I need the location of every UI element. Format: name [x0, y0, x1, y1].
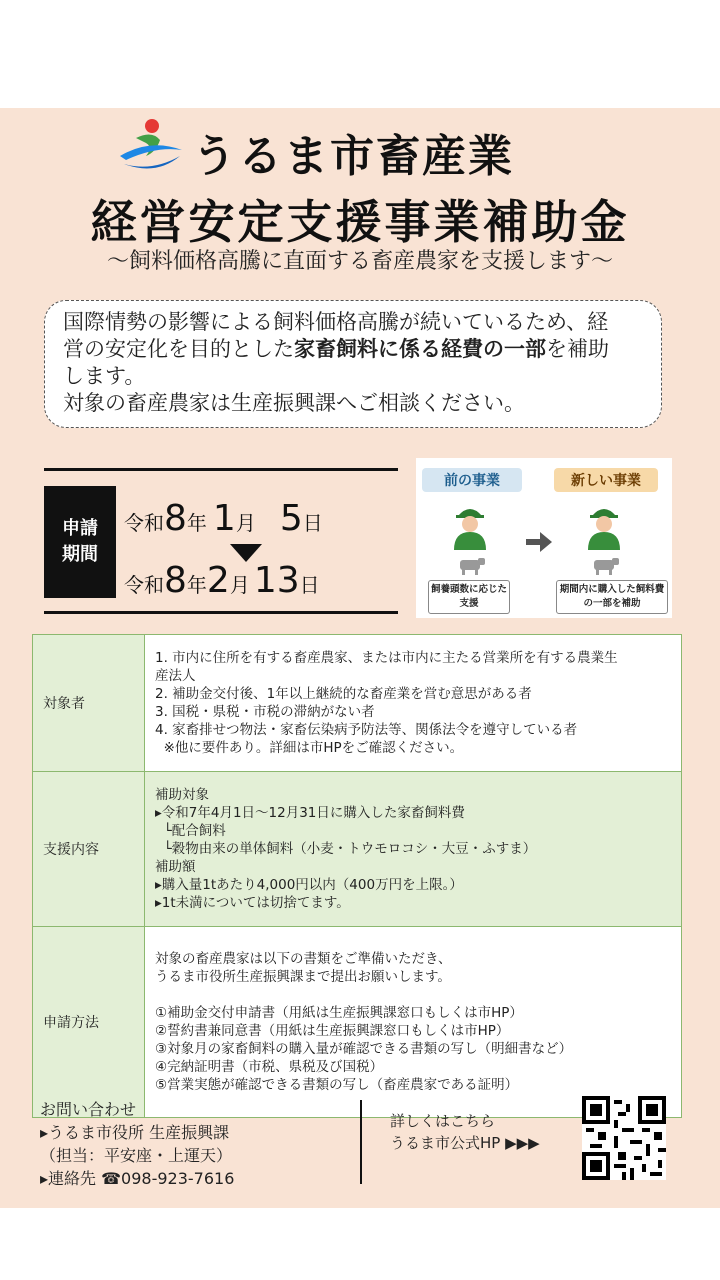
- period-label: 申請期間: [44, 486, 116, 598]
- contact-office: ▸うるま市役所 生産振興課: [40, 1123, 230, 1142]
- intro-emphasis: 家畜飼料に係る経費の一部: [294, 337, 546, 361]
- row-content: 1. 市内に住所を有する畜産農家、または市内に主たる営業所を有する農業生 産法人 2. 補助金交付後、1年以上継続的な畜産業を営む意思がある者 3. 国税・県税・市税の滞納がない者 4. 家畜排せつ物法・家畜伝染病予防法等、関係法令を遵守している者 ※他に要件あり。詳細は市HPをご確認ください。: [145, 635, 682, 772]
- divider: [360, 1100, 362, 1184]
- old-program-caption: 飼養頭数に応じた支援: [428, 580, 510, 614]
- info-table: [32, 634, 682, 1118]
- end-date: 令和8年2月 13日: [124, 560, 320, 601]
- cow-icon: [590, 556, 620, 576]
- table-row: [33, 927, 682, 1118]
- divider: [44, 468, 398, 471]
- application-period: [44, 468, 398, 614]
- subtitle: ～飼料価格高騰に直面する畜産農家を支援します～: [106, 249, 613, 274]
- row-header: 支援内容: [33, 772, 145, 927]
- more-info: [390, 1110, 540, 1154]
- contact-staff: （担当：平安座・上運天）: [40, 1146, 233, 1165]
- old-program-label: 前の事業: [422, 468, 522, 492]
- intro-box: [44, 300, 662, 428]
- new-program-label: 新しい事業: [554, 468, 658, 492]
- start-date: 令和8年 1月 5日: [124, 498, 323, 539]
- contact-heading: お問い合わせ: [40, 1100, 137, 1119]
- comparison-illustration: [416, 458, 672, 618]
- intro-text: 対象の畜産農家は生産振興課へご相談ください。: [63, 391, 525, 415]
- row-header: 申請方法: [33, 927, 145, 1118]
- intro-text: 営の安定化を目的とした: [63, 337, 294, 361]
- official-site-link[interactable]: うるま市公式HP ▶▶▶: [390, 1134, 540, 1152]
- cow-icon: [456, 556, 486, 576]
- row-content: 対象の畜産農家は以下の書類をご準備いただき、 うるま市役所生産振興課まで提出お願いします。 ①補助金交付申請書（用紙は生産振興課窓口もしくは市HP） ②誓約書兼同意書（用紙は生産振興課窓口もしくは市HP） ③対象月の家畜飼料の購入量が確認できる書類の写し（明細書など） ④完納証明書（市税、県税及び国税） ⑤営業実態が確認できる書類の写し（畜産農家である証明）: [145, 927, 682, 1118]
- intro-text: 国際情勢の影響による飼料価格高騰が続いているため、経: [63, 310, 609, 334]
- row-content: 補助対象 ▸令和7年4月1日～12月31日に購入した家畜飼料費 └配合飼料 └穀物由来の単体飼料（小麦・トウモロコシ・大豆・ふすま） 補助額 ▸購入量1tあたり4,000円以内（400万円を上限。） ▸1t未満については切捨てます。: [145, 772, 682, 927]
- qr-code-icon[interactable]: [582, 1096, 666, 1180]
- intro-text: を補助: [546, 337, 609, 361]
- city-logo-icon: [116, 116, 186, 176]
- more-info-text: 詳しくはこちら: [390, 1112, 496, 1130]
- title-line1: うるま市畜産業: [192, 131, 514, 182]
- row-header: 対象者: [33, 635, 145, 772]
- intro-text: します。: [63, 364, 146, 388]
- divider: [44, 611, 398, 614]
- contact-info: [40, 1098, 234, 1190]
- farmer-icon: [584, 502, 624, 550]
- table-row: [33, 772, 682, 927]
- arrow-right-icon: [526, 532, 552, 552]
- title-line2: 経営安定支援事業補助金: [90, 195, 630, 249]
- contact-phone[interactable]: ▸連絡先 ☎098-923-7616: [40, 1169, 235, 1188]
- farmer-icon: [450, 502, 490, 550]
- table-row: [33, 635, 682, 772]
- poster: [0, 108, 720, 1208]
- new-program-caption: 期間内に購入した飼料費の一部を補助: [556, 580, 668, 614]
